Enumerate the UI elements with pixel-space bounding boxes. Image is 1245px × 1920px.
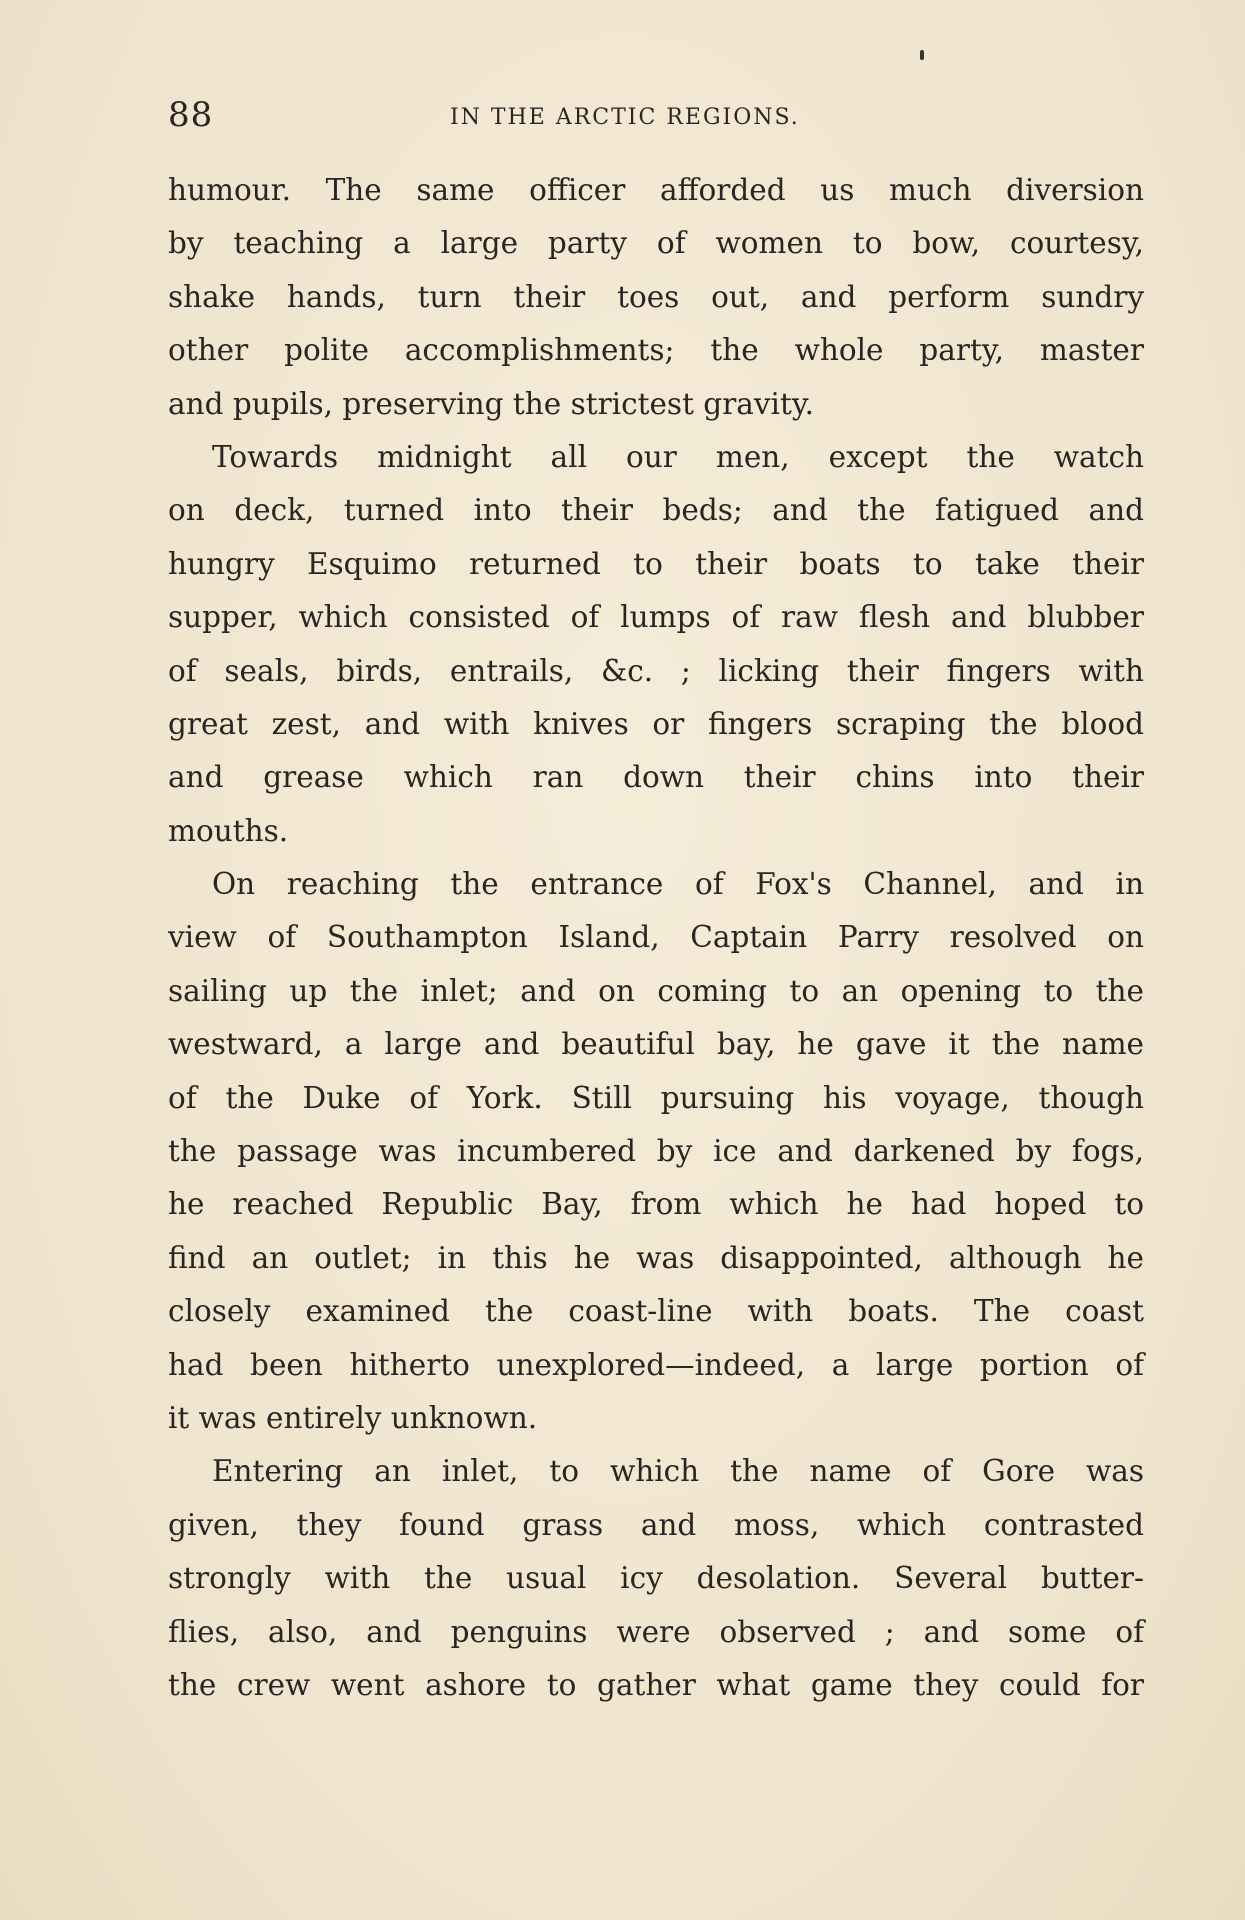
text-line: westward, a large and beautiful bay, he gave it the name: [168, 1027, 1144, 1062]
page-number: 88: [168, 95, 214, 135]
text-line: closely examined the coast-line with boats. The coast: [168, 1294, 1144, 1329]
paragraph: [168, 1445, 1144, 1712]
page-header: [168, 95, 1148, 145]
text-line: view of Southampton Island, Captain Parry resolved on: [168, 920, 1144, 955]
paragraph: [168, 164, 1144, 431]
text-line: other polite accomplishments; the whole party, master: [168, 333, 1144, 368]
text-line: by teaching a large party of women to bow, courtesy,: [168, 226, 1144, 261]
text-line: and grease which ran down their chins into their: [168, 760, 1144, 795]
text-line: great zest, and with knives or fingers scraping the blood: [168, 706, 1144, 741]
text-line: hungry Esquimo returned to their boats to take their: [168, 546, 1144, 581]
text-line: it was entirely unknown.: [168, 1400, 538, 1435]
text-line: on deck, turned into their beds; and the fatigued and: [168, 493, 1144, 528]
text-line: strongly with the usual icy desolation. Several butter-: [168, 1561, 1144, 1596]
ink-speck: [920, 50, 924, 60]
text-line: find an outlet; in this he was disappointed, although he: [168, 1240, 1144, 1275]
text-line: mouths.: [168, 813, 289, 848]
text-line: of the Duke of York. Still pursuing his voyage, though: [168, 1080, 1144, 1115]
text-line: of seals, birds, entrails, &c. ; licking their fingers with: [168, 653, 1144, 688]
text-line: flies, also, and penguins were observed ; and some of: [168, 1614, 1144, 1649]
text-line: Entering an inlet, to which the name of Gore was: [212, 1454, 1144, 1489]
text-line: the crew went ashore to gather what game they could for: [168, 1667, 1144, 1702]
text-line: Towards midnight all our men, except the watch: [212, 439, 1144, 474]
text-line: shake hands, turn their toes out, and perform sundry: [168, 279, 1144, 314]
text-line: he reached Republic Bay, from which he had hoped to: [168, 1187, 1144, 1222]
text-line: the passage was incumbered by ice and darkened by fogs,: [168, 1134, 1144, 1169]
paragraph: [168, 858, 1144, 1445]
text-line: had been hitherto unexplored—indeed, a large portion of: [168, 1347, 1144, 1382]
running-head: IN THE ARCTIC REGIONS.: [450, 105, 800, 130]
text-line: given, they found grass and moss, which contrasted: [168, 1507, 1144, 1542]
paragraph: [168, 431, 1144, 858]
body-text: [168, 164, 1144, 1712]
text-line: humour. The same officer afforded us much diversion: [168, 173, 1144, 207]
text-line: sailing up the inlet; and on coming to an opening to the: [168, 973, 1144, 1008]
text-line: and pupils, preserving the strictest gravity.: [168, 386, 814, 421]
text-line: On reaching the entrance of Fox's Channel, and in: [212, 867, 1144, 902]
text-line: supper, which consisted of lumps of raw flesh and blubber: [168, 600, 1144, 635]
